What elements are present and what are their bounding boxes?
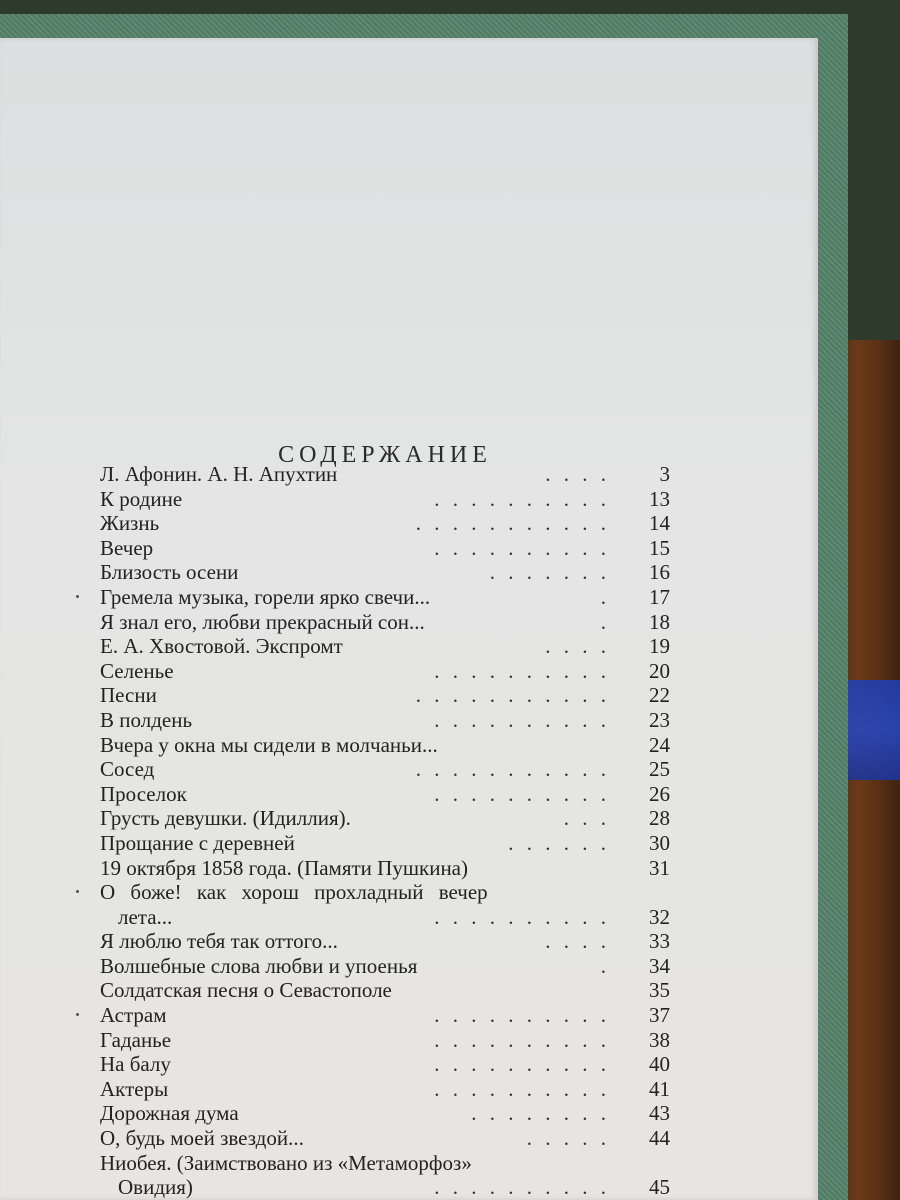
toc-entry-title: Жизнь [100, 511, 160, 536]
toc-entry-title: Гремела музыка, горели ярко свечи... [100, 584, 431, 609]
toc-entry-leader: . . . . . . . . . . . [415, 511, 610, 536]
toc-entry [100, 683, 670, 708]
toc-entry-page: 16 [649, 560, 670, 585]
toc-entry-title: лета... [118, 904, 173, 929]
toc-entry-page: 43 [649, 1101, 670, 1126]
toc-entry-title: Проселок [100, 781, 187, 806]
toc-entry-title: Сосед [100, 757, 155, 782]
toc-entry [100, 856, 670, 881]
toc-entry-leader: . . . . . . . . . . [434, 1175, 610, 1200]
toc-entry-page: 13 [649, 486, 670, 511]
toc-entry-title: Я знал его, любви прекрасный сон... [100, 609, 425, 634]
toc-entry-leader: . . . . . . . . . . [434, 707, 610, 732]
toc-entry-leader: . . . . . . . . . . [434, 486, 610, 511]
toc-entry-continuation [100, 905, 670, 930]
toc-entry [100, 733, 670, 758]
toc-entry-title: О боже! как хорош прохладный вечер [100, 880, 488, 905]
toc-entry-leader: . . . . . . . . . . [434, 658, 610, 683]
toc-entry [100, 929, 670, 954]
toc-entry-continuation [100, 1175, 670, 1200]
toc-entry-title: Грусть девушки. (Идиллия). [100, 806, 351, 831]
toc-entry-title: Волшебные слова любви и упоенья [100, 953, 418, 978]
toc-entry [100, 1003, 670, 1028]
toc-entry-page: 40 [649, 1052, 670, 1077]
toc-entry-title: Овидия) [118, 1175, 193, 1200]
margin-dot-mark [76, 595, 79, 598]
toc-entry-leader: . . . . . . . . . . . [415, 757, 610, 782]
toc-entry-title: Л. Афонин. А. Н. Апухтин [100, 462, 338, 486]
toc-entry-page: 20 [649, 658, 670, 683]
toc-entry [100, 1101, 670, 1126]
toc-entry-page: 24 [649, 732, 670, 757]
toc-entry-title: Астрам [100, 1003, 167, 1028]
toc-entry [100, 511, 670, 536]
toc-entry-page: 38 [649, 1027, 670, 1052]
toc-entry [100, 708, 670, 733]
toc-entry-title: Ниобея. (Заимствовано из «Метаморфоз» [100, 1150, 472, 1175]
toc-entry [100, 634, 670, 659]
toc-entry [100, 954, 670, 979]
toc-entry-page: 14 [649, 511, 670, 536]
toc-entry-page: 30 [649, 830, 670, 855]
toc-entry-leader: . . . . [545, 634, 610, 659]
toc-entry-title: Гаданье [100, 1027, 172, 1052]
toc-entry [100, 560, 670, 585]
toc-entry-title: Солдатская песня о Севастополе [100, 978, 392, 1003]
toc-entry-page: 44 [649, 1126, 670, 1151]
toc-entry-page: 25 [649, 757, 670, 782]
toc-entry [100, 757, 670, 782]
toc-entry-leader: . . . . . . . . . . [434, 1076, 610, 1101]
toc-entry-leader: . . . . . . . . . . [434, 1003, 610, 1028]
toc-entry-page: 18 [649, 609, 670, 634]
toc-entry [100, 585, 670, 610]
toc-entry-title: В полдень [100, 707, 193, 732]
toc-entry-page: 26 [649, 781, 670, 806]
toc-entry [100, 1028, 670, 1053]
toc-entry-leader: . [600, 584, 610, 609]
toc-entry [100, 659, 670, 684]
toc-entry-page: 35 [649, 978, 670, 1003]
toc-entry-page: 45 [649, 1175, 670, 1200]
toc-entry-leader: . . . . [545, 929, 610, 954]
toc-entry-leader: . . . . . . . [489, 560, 610, 585]
toc-entry-title: Вечер [100, 535, 154, 560]
toc-entry [100, 1151, 670, 1176]
toc-entry-title: 19 октября 1858 года. (Памяти Пушкина) [100, 855, 468, 880]
toc-entry [100, 1077, 670, 1102]
toc-entry-leader: . . . . . . . . . . [434, 904, 610, 929]
toc-entry-title: Прощание с деревней [100, 830, 295, 855]
toc-entry-page: 22 [649, 683, 670, 708]
toc-entry-leader: . . . . . . . . . . [434, 1052, 610, 1077]
toc-entry-page: 28 [649, 806, 670, 831]
toc-entry-leader: . . . . . [526, 1126, 610, 1151]
toc-entry [100, 978, 670, 1003]
toc-entry-leader: . [600, 953, 610, 978]
toc-entry-title: К родине [100, 486, 183, 511]
toc-entry-title: Селенье [100, 658, 174, 683]
toc-entry [100, 487, 670, 512]
toc-entry-leader: . . . [563, 806, 610, 831]
toc-entry-title: Песни [100, 683, 157, 708]
toc-entry-title: Актеры [100, 1076, 169, 1101]
toc-entry-page: 31 [649, 855, 670, 880]
toc-list [100, 462, 670, 1200]
toc-entry-title: Е. А. Хвостовой. Экспромт [100, 634, 343, 659]
toc-entry-page: 37 [649, 1003, 670, 1028]
toc-entry-page: 34 [649, 953, 670, 978]
toc-entry-leader: . [600, 609, 610, 634]
toc-entry [100, 1126, 670, 1151]
toc-entry [100, 880, 670, 905]
toc-entry-title: Вчера у окна мы сидели в молчаньи... [100, 732, 438, 757]
toc-entry-page: 3 [659, 462, 670, 486]
toc-entry-title: На балу [100, 1052, 171, 1077]
toc-entry-page: 32 [649, 904, 670, 929]
toc-entry-page: 41 [649, 1076, 670, 1101]
toc-entry [100, 536, 670, 561]
toc-entry-page: 15 [649, 535, 670, 560]
toc-entry [100, 610, 670, 635]
toc-entry-leader: . . . . . . [508, 830, 610, 855]
toc-entry-page: 17 [649, 584, 670, 609]
blue-object-background [842, 680, 900, 780]
toc-entry-leader: . . . . . . . . . . . [415, 683, 610, 708]
toc-entry-leader: . . . . . . . . . . [434, 1027, 610, 1052]
toc-entry [100, 806, 670, 831]
toc-entry [100, 1052, 670, 1077]
toc-entry-title: О, будь моей звездой... [100, 1126, 304, 1151]
toc-entry-leader: . . . . . . . . [471, 1101, 610, 1126]
toc-heading: СОДЕРЖАНИЕ [278, 442, 492, 468]
toc-entry-title: Близость осени [100, 560, 239, 585]
toc-entry-leader: . . . . . . . . . . [434, 535, 610, 560]
toc-entry-page: 19 [649, 634, 670, 659]
toc-entry-title: Я люблю тебя так оттого... [100, 929, 338, 954]
toc-entry-page: 33 [649, 929, 670, 954]
toc-entry [100, 462, 670, 487]
toc-entry [100, 782, 670, 807]
toc-entry-leader: . . . . . . . . . . [434, 781, 610, 806]
toc-entry-leader: . . . . [545, 462, 610, 486]
toc-entry-page: 23 [649, 707, 670, 732]
toc-entry-title: Дорожная дума [100, 1101, 239, 1126]
toc-entry [100, 831, 670, 856]
